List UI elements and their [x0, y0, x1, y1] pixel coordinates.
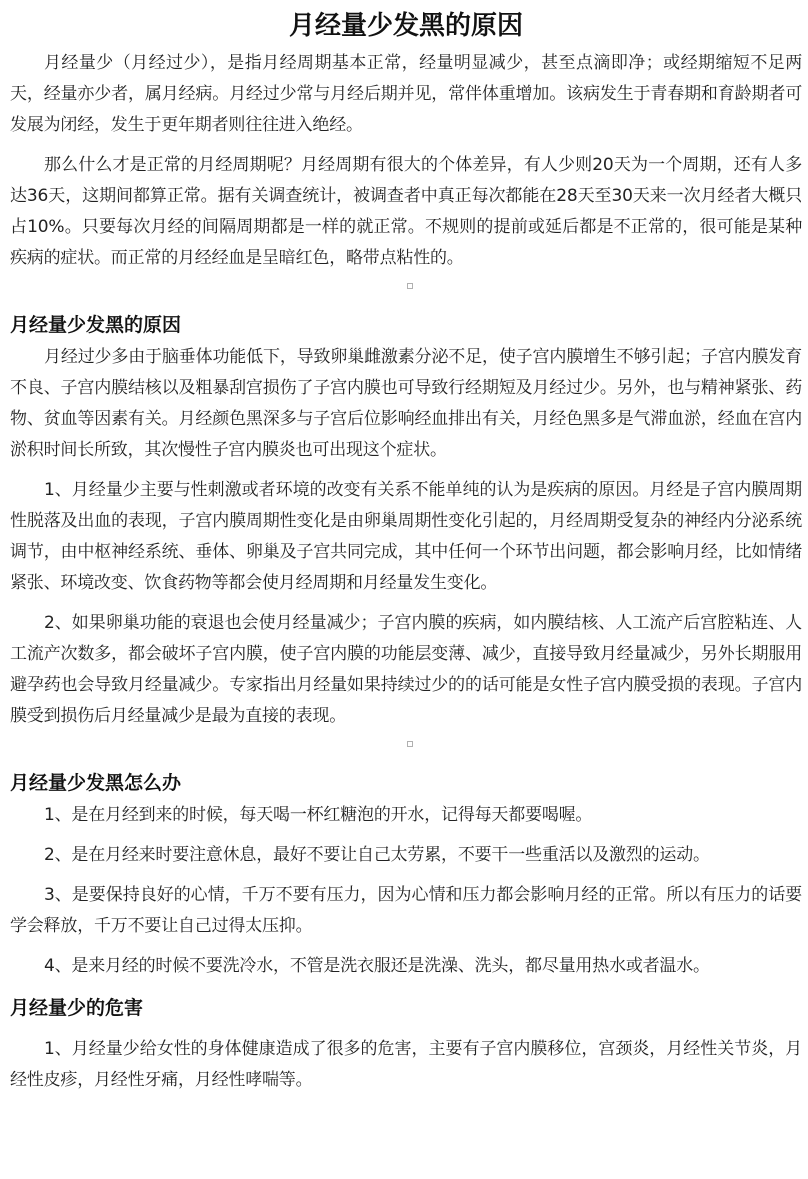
remedy-item: 2、是在月经来时要注意休息，最好不要让自己太劳累，不要干一些重活以及激烈的运动。 [44, 845, 710, 865]
paragraph-spacer [10, 942, 802, 951]
paragraph-spacer [10, 831, 802, 840]
paragraph-spacer [10, 141, 802, 150]
paragraph-spacer [10, 599, 802, 608]
causes-paragraph-3: 2、如果卵巢功能的衰退也会使月经量减少；子宫内膜的疾病，如内膜结核、人工流产后宫腔粘连、人工流产次数多，都会破坏子宫内膜，使子宫内膜的功能层变薄、减少，直接导致月经量减少，另外长期服用避孕药也会导致月经量减少。专家指出月经量如果持续过少的的话可能是女性子宫内膜受损的表现。子宫内膜受到损伤后月经量减少是最为直接的表现。 [10, 613, 802, 726]
remedy-item: 1、是在月经到来的时候，每天喝一杯红糖泡的开水，记得每天都要喝喔。 [44, 805, 593, 825]
paragraph-spacer [10, 871, 802, 880]
page-title: 月经量少发黑的原因 [288, 11, 523, 41]
image-placeholder [10, 732, 802, 766]
causes-paragraph-2: 1、月经量少主要与性刺激或者环境的改变有关系不能单纯的认为是疾病的原因。月经是子宫内膜周期性脱落及出血的表现，子宫内膜周期性变化是由卵巢周期性变化引起的，月经周期受复杂的神经内分泌系统调节，由中枢神经系统、垂体、卵巢及子宫共同完成，其中任何一个环节出问题，都会影响月经，比如情绪紧张、环境改变、饮食药物等都会使月经周期和月经量发生变化。 [10, 480, 802, 593]
broken-image-icon [407, 741, 413, 747]
intro-paragraph-1: 月经量少（月经过少），是指月经周期基本正常，经量明显减少，甚至点滴即净；或经期缩短不足两天，经量亦少者，属月经病。月经过少常与月经后期并见，常伴体重增加。该病发生于青春期和育龄期者可发展为闭经，发生于更年期者则往往进入绝经。 [10, 53, 802, 135]
paragraph-spacer [10, 982, 802, 991]
remedy-item: 4、是来月经的时候不要洗冷水，不管是洗衣服还是洗澡、洗头，都尽量用热水或者温水。 [44, 956, 710, 976]
remedy-item: 3、是要保持良好的心情，千万不要有压力，因为心情和压力都会影响月经的正常。所以有压力的话要学会释放，千万不要让自己过得太压抑。 [10, 885, 802, 936]
section-heading-remedy: 月经量少发黑怎么办 [10, 772, 182, 794]
causes-paragraph-1: 月经过少多由于脑垂体功能低下，导致卵巢雌激素分泌不足，使子宫内膜增生不够引起；子宫内膜发育不良、子宫内膜结核以及粗暴刮宫损伤了子宫内膜也可导致行经期短及月经过少。另外，也与精神紧张、药物、贫血等因素有关。月经颜色黑深多与子宫后位影响经血排出有关，月经色黑多是气滞血淤，经血在宫内淤积时间长所致，其次慢性子宫内膜炎也可出现这个症状。 [10, 347, 802, 460]
section-heading-harm: 月经量少的危害 [10, 997, 144, 1019]
broken-image-icon [407, 283, 413, 289]
image-placeholder [10, 274, 802, 308]
harm-paragraph-1: 1、月经量少给女性的身体健康造成了很多的危害，主要有子宫内膜移位，宫颈炎，月经性关节炎，月经性皮疹，月经性牙痛，月经性哮喘等。 [10, 1039, 802, 1090]
paragraph-spacer [10, 466, 802, 475]
paragraph-spacer [10, 1025, 802, 1034]
section-heading-causes: 月经量少发黑的原因 [10, 314, 182, 336]
intro-paragraph-2: 那么什么才是正常的月经周期呢？月经周期有很大的个体差异，有人少则20天为一个周期，还有人多达36天，这期间都算正常。据有关调查统计，被调查者中真正每次都能在28天至30天来一次月经者大概只占10%。只要每次月经的间隔周期都是一样的就正常。不规则的提前或延后都是不正常的，很可能是某种疾病的症状。而正常的月经经血是呈暗红色，略带点粘性的。 [10, 155, 802, 268]
